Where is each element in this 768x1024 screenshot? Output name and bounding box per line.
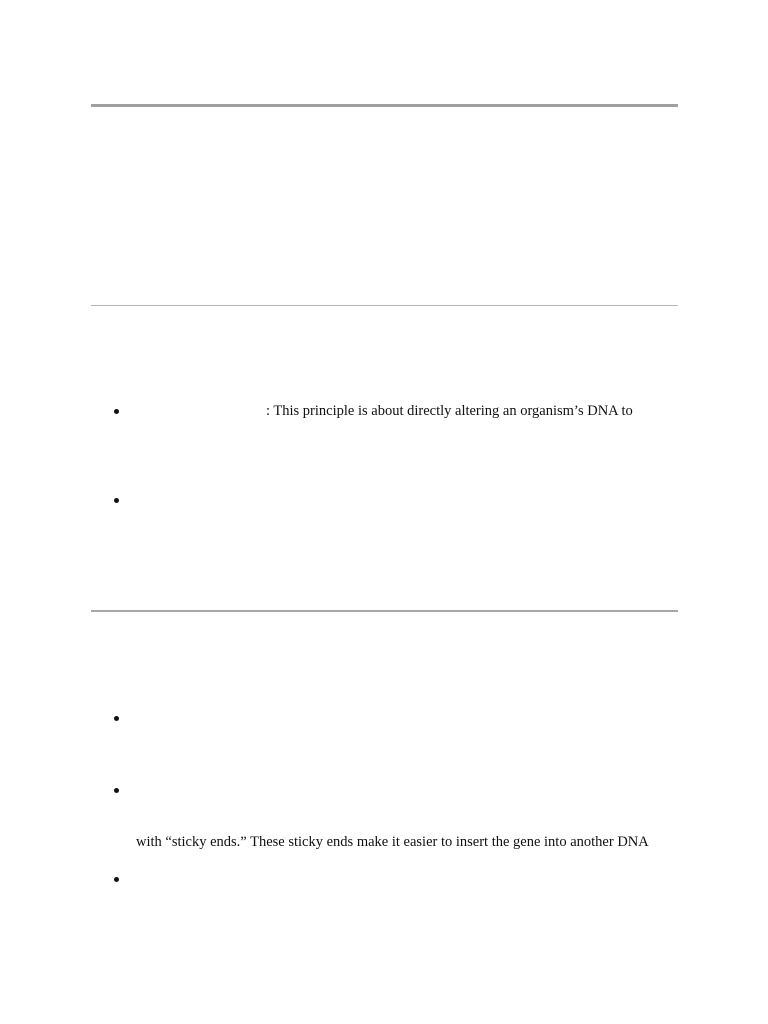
- list-item-continuation: with “sticky ends.” These sticky ends make it easier to insert the gene into another DNA: [136, 834, 649, 850]
- divider-2: [91, 305, 678, 306]
- list-item-text: : This principle is about directly altering an organism’s DNA to: [266, 403, 633, 419]
- divider-1: [91, 104, 678, 107]
- bullet-point: [113, 876, 121, 884]
- bullet-point: [113, 408, 121, 416]
- bullet-point: [113, 787, 121, 795]
- divider-3: [91, 610, 678, 612]
- bullet-point: [113, 497, 121, 505]
- bullet-point: [113, 715, 121, 723]
